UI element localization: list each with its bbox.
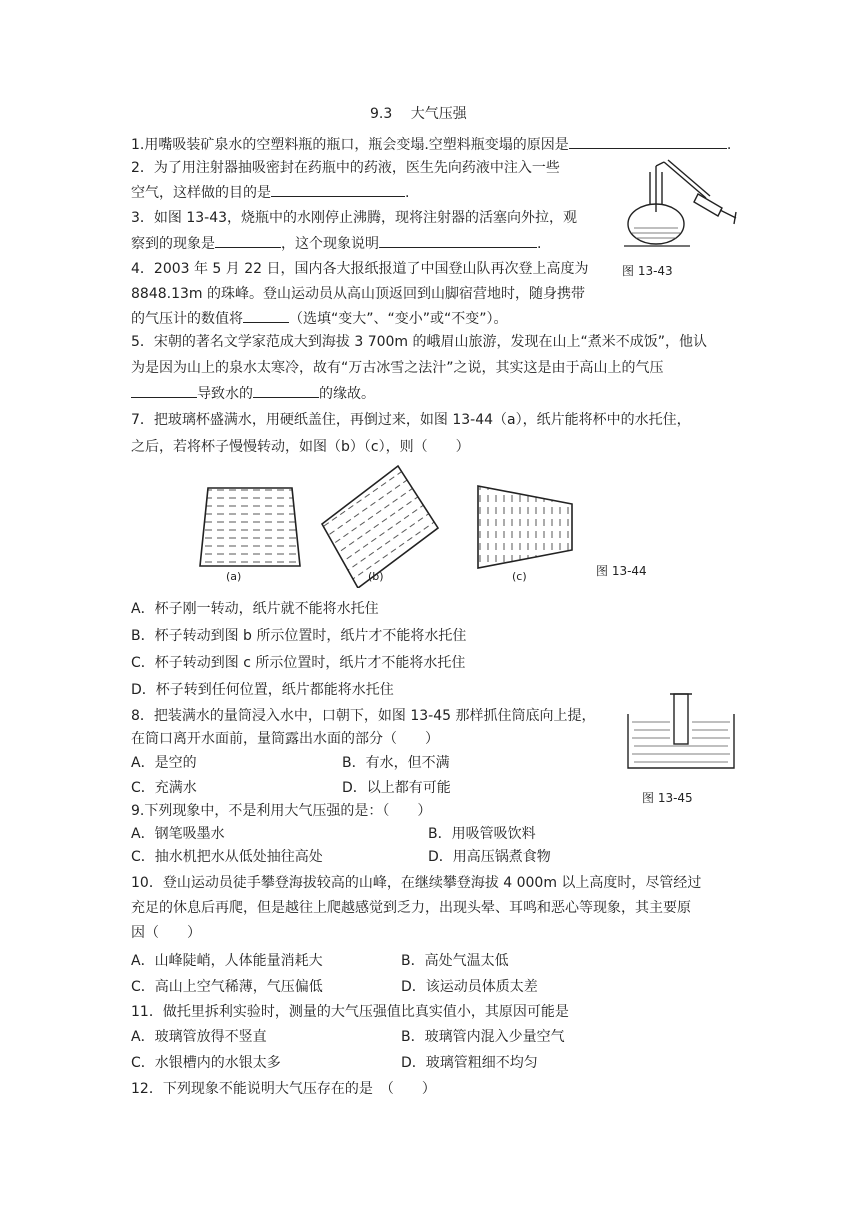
option-d[interactable]: D．以上都有可能: [342, 780, 451, 796]
question-4-line-2: 8848.13m 的珠峰。登山运动员从高山顶返回到山脚宿营地时，随身携带: [131, 286, 585, 302]
answer-blank[interactable]: [215, 233, 281, 248]
question-4-line-1: 4．2003 年 5 月 22 日，国内各大报纸报道了中国登山队再次登上高度为: [131, 261, 589, 277]
question-8-line-1: 8．把装满水的量筒浸入水中，口朝下，如图 13-45 那样抓住筒底向上提，: [131, 708, 596, 724]
question-10-line-1: 10．登山运动员徒手攀登海拔较高的山峰，在继续攀登海拔 4 000m 以上高度时，尽管经过: [131, 875, 702, 891]
flask-syringe-figure: [618, 158, 744, 248]
question-11-line-1: 11．做托里拆利实验时，测量的大气压强值比真实值小，其原因可能是: [131, 1004, 569, 1020]
option-d[interactable]: D．该运动员体质太差: [401, 979, 538, 995]
option-c[interactable]: C．充满水: [131, 780, 197, 796]
question-5-line-1: 5．宋朝的著名文学家范成大到海拔 3 700m 的峨眉山旅游，发现在山上“煮米不成饭”，他认: [131, 334, 708, 350]
option-c[interactable]: C．水银槽内的水银太多: [131, 1055, 281, 1071]
cup-c: [478, 486, 572, 568]
option-a[interactable]: A．钢笔吸墨水: [131, 826, 225, 842]
option-a[interactable]: A．是空的: [131, 755, 197, 771]
figure-label-b: (b): [368, 570, 384, 583]
option-b[interactable]: B．用吸管吸饮料: [428, 826, 536, 842]
question-3-line-1: 3．如图 13-43，烧瓶中的水刚停止沸腾，现将注射器的活塞向外拉，观: [131, 210, 578, 226]
question-3-line-2: [131, 233, 541, 254]
option-b[interactable]: B．杯子转动到图 b 所示位置时，纸片才不能将水托住: [131, 628, 467, 644]
punct: .: [726, 137, 732, 153]
answer-blank[interactable]: [243, 308, 289, 323]
option-a[interactable]: A．玻璃管放得不竖直: [131, 1029, 267, 1045]
cup-rotation-figure: [180, 462, 600, 588]
punct: .: [537, 236, 542, 252]
question-5-line-2: 为是因为山上的泉水太寒冷，故有“万古冰雪之法汁”之说，其实这是由于高山上的气压: [131, 360, 664, 376]
figure-13-43-caption: 图 13-43: [622, 264, 673, 278]
question-3-text-b: ，这个现象说明: [281, 236, 379, 252]
question-3-text-a: 察到的现象是: [131, 236, 215, 252]
cylinder-in-water-figure: [624, 692, 738, 772]
question-7-line-2: 之后，若将杯子慢慢转动，如图（b）（c），则（ ）: [131, 439, 470, 455]
question-2-line-1: 2．为了用注射器抽吸密封在药瓶中的药液，医生先向药液中注入一些: [131, 160, 560, 176]
figure-13-44-caption: 图 13-44: [596, 564, 647, 578]
option-b[interactable]: B．有水，但不满: [342, 755, 450, 771]
question-5-line-3: [131, 383, 375, 404]
option-d[interactable]: D．用高压锅煮食物: [428, 849, 551, 865]
question-4-line-3: [131, 308, 508, 329]
figure-13-45-caption: 图 13-45: [642, 791, 693, 805]
figure-label-a: (a): [226, 570, 242, 583]
question-1: [131, 134, 731, 155]
answer-blank[interactable]: [379, 233, 537, 248]
question-5-text-a: 导致水的: [197, 386, 253, 402]
question-12-line-1: 12．下列现象不能说明大气压存在的是 （ ）: [131, 1081, 436, 1097]
option-b[interactable]: B．高处气温太低: [401, 953, 509, 969]
figure-label-c: (c): [512, 570, 527, 583]
answer-blank[interactable]: [569, 134, 727, 149]
answer-blank[interactable]: [253, 383, 319, 398]
option-d[interactable]: D．杯子转到任何位置，纸片都能将水托住: [131, 682, 394, 698]
question-2-text: 空气，这样做的目的是: [131, 185, 271, 201]
option-c[interactable]: C．抽水机把水从低处抽往高处: [131, 849, 323, 865]
question-4-text-a: 的气压计的数值将: [131, 311, 243, 327]
answer-blank[interactable]: [271, 182, 405, 197]
question-9-line-1: 9.下列现象中，不是利用大气压强的是：（ ）: [131, 803, 432, 819]
question-7-line-1: 7．把玻璃杯盛满水，用硬纸盖住，再倒过来，如图 13-44（a），纸片能将杯中的水托住，: [131, 412, 691, 428]
option-a[interactable]: A．杯子刚一转动，纸片就不能将水托住: [131, 601, 379, 617]
cup-a: [200, 488, 300, 566]
question-5-text-b: 的缘故。: [319, 386, 375, 402]
question-4-text-b: （选填“变大”、“变小”或“不变”）。: [289, 311, 508, 327]
question-10-line-2: 充足的休息后再爬，但是越往上爬越感觉到乏力，出现头晕、耳鸣和恶心等现象，其主要原: [131, 900, 691, 916]
option-d[interactable]: D．玻璃管粗细不均匀: [401, 1055, 538, 1071]
question-1-text: 1.用嘴吸装矿泉水的空塑料瓶的瓶口，瓶会变塌.空塑料瓶变塌的原因是: [131, 137, 569, 153]
punct: .: [405, 185, 410, 201]
option-a[interactable]: A．山峰陡峭，人体能量消耗大: [131, 953, 323, 969]
page-title: 9.3 大气压强: [370, 106, 467, 122]
question-2-line-2: [131, 182, 409, 203]
option-b[interactable]: B．玻璃管内混入少量空气: [401, 1029, 565, 1045]
question-8-line-2: 在筒口离开水面前，量筒露出水面的部分（ ）: [131, 731, 439, 747]
option-c[interactable]: C．杯子转动到图 c 所示位置时，纸片才不能将水托住: [131, 655, 466, 671]
answer-blank[interactable]: [131, 383, 197, 398]
option-c[interactable]: C．高山上空气稀薄，气压偏低: [131, 979, 323, 995]
question-10-line-3: 因（ ）: [131, 925, 201, 941]
